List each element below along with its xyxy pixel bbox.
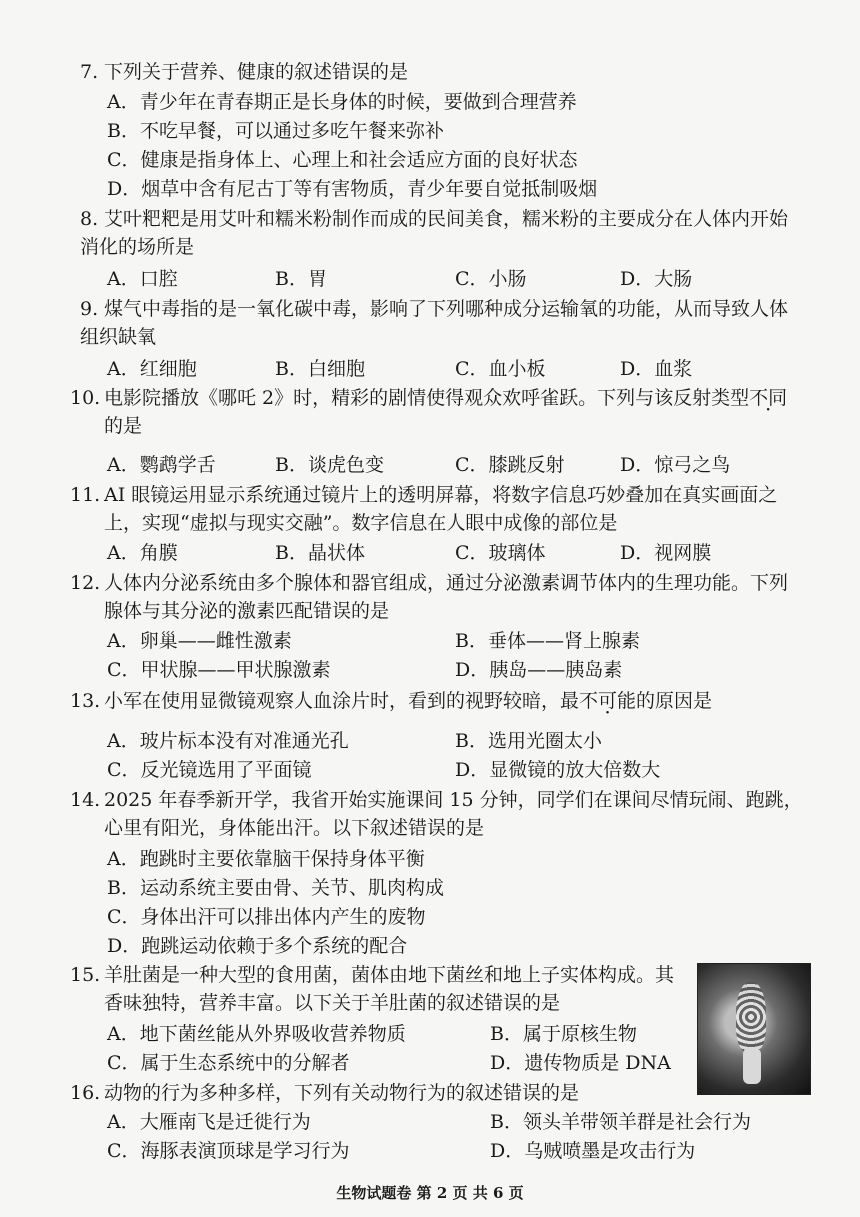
question-7-option-d: D．烟草中含有尼古丁等有害物质，青少年要自觉抵制吸烟 [107, 178, 598, 200]
question-13-option-b: B．选用光圈太小 [455, 730, 602, 752]
question-9-option-b: B．白细胞 [275, 358, 365, 380]
question-12-option-a: A．卵巢——雌性激素 [107, 630, 292, 652]
question-14-stem: 14. 2025 年春季新开学，我省开始实施课间 15 分钟，同学们在课间尽情玩闹、跑跳， 心里有阳光，身体能出汗。以下叙述错误的是 [70, 789, 803, 839]
question-10-option-b: B．谈虎色变 [275, 454, 384, 476]
question-7-option-a: A．青少年在青春期正是长身体的时候，要做到合理营养 [107, 91, 577, 113]
question-13-option-a: A．玻片标本没有对准通光孔 [107, 730, 349, 752]
question-8-option-a: A．口腔 [107, 268, 178, 290]
question-10-option-a: A．鹦鹉学舌 [107, 454, 216, 476]
question-9-option-a: A．红细胞 [107, 358, 197, 380]
question-11-stem: 11. AI 眼镜运用显示系统通过镜片上的透明屏幕，将数字信息巧妙叠加在真实画面之 上，实现“虚拟与现实交融”。数字信息在人眼中成像的部位是 [70, 484, 778, 534]
question-15-option-c: C．属于生态系统中的分解者 [107, 1052, 350, 1074]
question-11-option-d: D．视网膜 [620, 542, 712, 564]
question-15-option-b: B．属于原核生物 [490, 1023, 637, 1045]
question-16-option-c: C．海豚表演顶球是学习行为 [107, 1140, 350, 1162]
question-14-option-a: A．跑跳时主要依靠脑干保持身体平衡 [107, 848, 425, 870]
question-12-option-c: C．甲状腺——甲状腺激素 [107, 659, 331, 681]
question-16-option-d: D．乌贼喷墨是攻击行为 [490, 1140, 696, 1162]
question-10-option-c: C．膝跳反射 [455, 454, 565, 476]
question-11-option-b: B．晶状体 [275, 542, 365, 564]
question-15-stem: 15. 羊肚菌是一种大型的食用菌，菌体由地下菌丝和地上子实体构成。其 香味独特，营养丰富。以下关于羊肚菌的叙述错误的是 [70, 964, 675, 1014]
question-8-stem: 8. 艾叶粑粑是用艾叶和糯米粉制作而成的民间美食，糯米粉的主要成分在人体内开始 消化的场所是 [80, 208, 789, 258]
question-16-stem: 16. 动物的行为多种多样，下列有关动物行为的叙述错误的是 [70, 1082, 580, 1104]
question-8-option-c: C．小肠 [455, 268, 527, 290]
question-16-option-a: A．大雁南飞是迁徙行为 [107, 1111, 311, 1133]
question-10-stem: 10. 电影院播放《哪吒 2》时，精彩的剧情使得观众欢呼雀跃。下列与该反射类型不同 的是 [70, 387, 788, 437]
question-10-option-d: D．惊弓之鸟 [620, 454, 731, 476]
question-9-stem: 9. 煤气中毒指的是一氧化碳中毒，影响了下列哪种成分运输氧的功能，从而导致人体 组织缺氧 [80, 298, 789, 348]
question-12-option-d: D．胰岛——胰岛素 [455, 659, 623, 681]
question-13-option-d: D．显微镜的放大倍数大 [455, 759, 661, 781]
question-14-option-c: C．身体出汗可以排出体内产生的废物 [107, 906, 426, 928]
question-14-option-d: D．跑跳运动依赖于多个系统的配合 [107, 935, 408, 957]
question-8-option-d: D．大肠 [620, 268, 693, 290]
question-9-option-c: C．血小板 [455, 358, 546, 380]
question-9-option-d: D．血浆 [620, 358, 693, 380]
question-12-stem: 12. 人体内分泌系统由多个腺体和器官组成，通过分泌激素调节体内的生理功能。下列 腺体与其分泌的激素匹配错误的是 [70, 572, 789, 622]
question-8-option-b: B．胃 [275, 268, 327, 290]
question-7-option-b: B．不吃早餐，可以通过多吃午餐来弥补 [107, 120, 444, 142]
page-footer: 生物试题卷 第 2 页 共 6 页 [336, 1184, 524, 1202]
mushroom-cap [736, 982, 766, 1052]
question-15-option-a: A．地下菌丝能从外界吸收营养物质 [107, 1023, 406, 1045]
question-11-option-a: A．角膜 [107, 542, 178, 564]
morel-mushroom-photo [697, 963, 811, 1095]
question-13-stem: 13. 小军在使用显微镜观察人血涂片时，看到的视野较暗，最不可能的原因是 [70, 690, 713, 712]
question-7-option-c: C．健康是指身体上、心理上和社会适应方面的良好状态 [107, 149, 578, 171]
question-13-option-c: C．反光镜选用了平面镜 [107, 759, 312, 781]
question-16-option-b: B．领头羊带领羊群是社会行为 [490, 1111, 751, 1133]
question-11-option-c: C．玻璃体 [455, 542, 546, 564]
question-14-option-b: B．运动系统主要由骨、关节、肌肉构成 [107, 877, 444, 899]
question-12-option-b: B．垂体——肾上腺素 [455, 630, 640, 652]
question-15-option-d: D．遗传物质是 DNA [490, 1052, 671, 1074]
question-7-stem: 7. 下列关于营养、健康的叙述错误的是 [80, 61, 409, 83]
